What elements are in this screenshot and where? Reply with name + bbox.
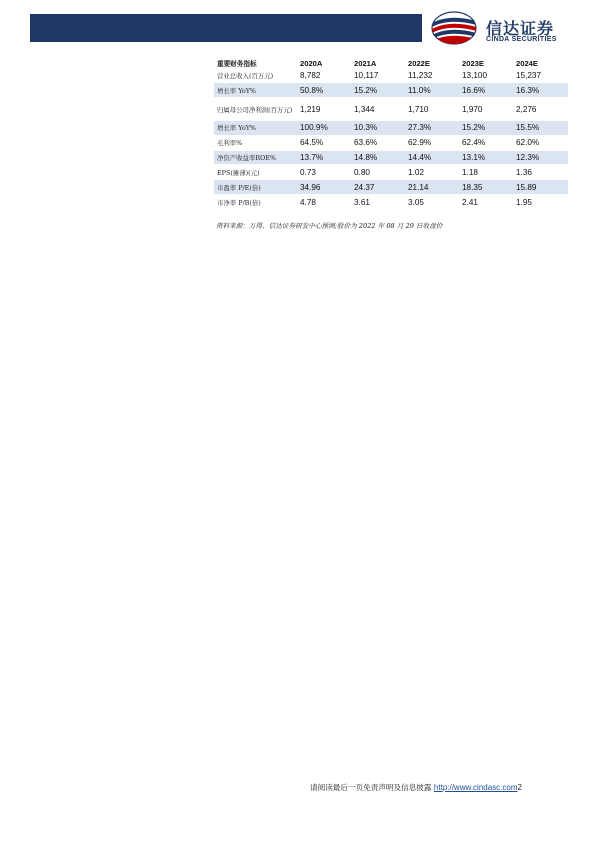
page-footer <box>310 782 522 793</box>
table-row <box>214 121 568 136</box>
column-header: 2023E <box>462 58 484 68</box>
cell-value: 100.9% <box>298 121 352 136</box>
cell-value: 14.4% <box>406 150 460 165</box>
cell-value: 4.78 <box>298 195 352 210</box>
table-row <box>214 165 568 180</box>
row-label: 营业总收入(百万元) <box>214 68 298 83</box>
table-header-label: 重要财务指标 <box>217 59 257 68</box>
logo-name-cn: 信达证券 <box>486 19 555 38</box>
table-row <box>214 195 568 210</box>
logo-name-en: CINDA SECURITIES <box>486 36 557 43</box>
cell-value: 0.80 <box>352 165 406 180</box>
cell-value: 0.73 <box>298 165 352 180</box>
table-row <box>214 98 568 121</box>
cell-value: 63.6% <box>352 135 406 150</box>
cell-value: 1,219 <box>298 98 352 121</box>
table-row <box>214 180 568 195</box>
row-label: EPS(摊薄)(元) <box>214 165 298 180</box>
cell-value: 62.4% <box>460 135 514 150</box>
cell-value: 13.1% <box>460 150 514 165</box>
cell-value: 11,232 <box>406 68 460 83</box>
cell-value: 27.3% <box>406 121 460 136</box>
cell-value: 1,344 <box>352 98 406 121</box>
row-label: 增长率 YoY% <box>214 83 298 98</box>
cell-value: 1.18 <box>460 165 514 180</box>
table-row <box>214 135 568 150</box>
cell-value: 21.14 <box>406 180 460 195</box>
disclaimer-text: 请阅读最后一页免责声明及信息披露 <box>310 783 434 792</box>
cell-value: 3.05 <box>406 195 460 210</box>
cinda-logo <box>430 10 580 46</box>
website-link[interactable]: http://www.cindasc.com <box>433 783 518 792</box>
cell-value: 62.9% <box>406 135 460 150</box>
cell-value: 15.5% <box>514 121 568 136</box>
cell-value: 10.3% <box>352 121 406 136</box>
cell-value: 10,117 <box>352 68 406 83</box>
column-header: 2024E <box>516 58 538 68</box>
row-label: 净资产收益率ROE% <box>214 150 298 165</box>
column-header: 2021A <box>354 58 377 68</box>
cell-value: 15.89 <box>514 180 568 195</box>
cell-value: 18.35 <box>460 180 514 195</box>
cell-value: 34.96 <box>298 180 352 195</box>
cinda-globe-icon <box>430 10 480 46</box>
cell-value: 2.41 <box>460 195 514 210</box>
source-note: 资料来源：万得，信达证券研发中心预测;股价为 2022 年 08 月 29 日收盘价 <box>216 222 443 230</box>
cell-value: 1.02 <box>406 165 460 180</box>
cell-value: 13,100 <box>460 68 514 83</box>
table-header-row <box>214 56 568 68</box>
header-bar <box>30 14 422 42</box>
cell-value: 8,782 <box>298 68 352 83</box>
row-label: 毛利率% <box>214 135 298 150</box>
cell-value: 15.2% <box>460 121 514 136</box>
cell-value: 15.2% <box>352 83 406 98</box>
table-row <box>214 83 568 98</box>
row-label: 市净率 P/B(倍) <box>214 195 298 210</box>
cell-value: 1.36 <box>514 165 568 180</box>
cell-value: 16.3% <box>514 83 568 98</box>
cell-value: 24.37 <box>352 180 406 195</box>
cell-value: 11.0% <box>406 83 460 98</box>
cell-value: 16.6% <box>460 83 514 98</box>
column-header: 2020A <box>300 58 323 68</box>
cell-value: 1,710 <box>406 98 460 121</box>
cell-value: 3.61 <box>352 195 406 210</box>
row-label: 增长率 YoY% <box>214 121 298 136</box>
cell-value: 64.5% <box>298 135 352 150</box>
cell-value: 2,276 <box>514 98 568 121</box>
cell-value: 15,237 <box>514 68 568 83</box>
page-number: 2 <box>517 783 522 792</box>
cell-value: 1.95 <box>514 195 568 210</box>
table-row <box>214 68 568 83</box>
cell-value: 13.7% <box>298 150 352 165</box>
cell-value: 50.8% <box>298 83 352 98</box>
cell-value: 14.8% <box>352 150 406 165</box>
column-header: 2022E <box>408 58 430 68</box>
table-row <box>214 150 568 165</box>
row-label: 归属母公司净利润(百万元) <box>214 98 298 121</box>
cell-value: 1,970 <box>460 98 514 121</box>
cell-value: 62.0% <box>514 135 568 150</box>
row-label: 市盈率 P/E(倍) <box>214 180 298 195</box>
financial-indicators-table <box>214 56 568 209</box>
cell-value: 12.3% <box>514 150 568 165</box>
